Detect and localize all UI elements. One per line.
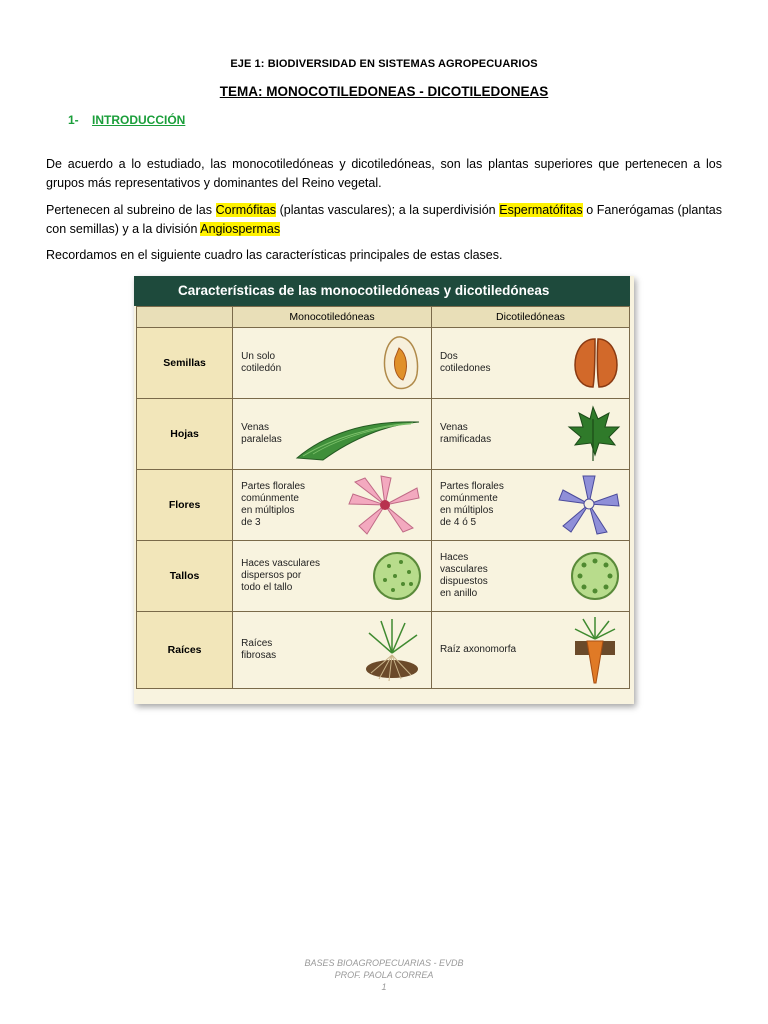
table-row-raices (137, 612, 630, 689)
topic-title-text: TEMA: MONOCOTILEDONEAS - DICOTILEDONEAS (219, 84, 549, 99)
classification-paragraph (46, 201, 722, 239)
page-footer (0, 957, 768, 993)
section-number: 1- (68, 113, 79, 127)
table-row-hojas (137, 399, 630, 470)
footer-teacher: PROF. PAOLA CORREA (334, 970, 434, 980)
cell-text: Un solo cotiledón (241, 351, 282, 374)
cell-text: Dos cotiledones (439, 351, 491, 374)
monocot-seed-illustration (379, 334, 423, 392)
cell-text: Haces vasculares dispuestos en anillo (439, 552, 488, 599)
cell-text: Partes florales comúnmente en múltiplos de 3 (241, 481, 306, 528)
footer-page-number: 1 (381, 982, 387, 992)
figure-title: Características de las monocotiledóneas y dicotiledóneas (134, 276, 630, 306)
table-row-flores (137, 470, 630, 541)
dicot-stem-illustration (569, 550, 621, 602)
highlight-angiospermas: Angiospermas (200, 222, 281, 236)
cell-mono-seed (233, 328, 432, 399)
cell-dico-root (431, 612, 629, 689)
section-heading (68, 113, 185, 127)
document-axis-heading: EJE 1: BIODIVERSIDAD EN SISTEMAS AGROPECUARIOS (230, 58, 538, 70)
cell-dico-leaf (431, 399, 629, 470)
table-row-tallos (137, 541, 630, 612)
highlight-cormofitas: Cormófitas (215, 203, 277, 217)
classification-text-b: (plantas vasculares); a la superdivisión (276, 203, 500, 217)
monocot-leaf-illustration (293, 406, 423, 462)
table-row-semillas (137, 328, 630, 399)
column-header-dico: Dicotiledóneas (431, 307, 629, 328)
footer-course: BASES BIOAGROPECUARIAS - EVDB (304, 958, 464, 968)
cell-dico-seed (431, 328, 629, 399)
row-label: Flores (137, 470, 233, 541)
cell-text: Raíz axonomorfa (439, 644, 517, 655)
comparison-figure (134, 276, 634, 704)
cell-text: Raíces fibrosas (241, 638, 277, 661)
monocot-flower-illustration (347, 474, 423, 536)
section-title: INTRODUCCIÓN (92, 113, 186, 127)
classification-text-c: o Fanerógamas (plantas con semillas) y a la división (46, 203, 723, 236)
intro-paragraph (46, 155, 722, 193)
document-topic-title (0, 84, 768, 99)
fibrous-root-illustration (361, 617, 423, 683)
column-header-mono: Monocotiledóneas (233, 307, 432, 328)
dicot-leaf-illustration (565, 405, 621, 463)
table-intro-text: Recordamos en el siguiente cuadro las características principales de estas clases. (46, 248, 503, 262)
highlight-espermatofitas: Espermatófitas (499, 203, 583, 217)
cell-mono-root (233, 612, 432, 689)
classification-paragraph-text (46, 201, 722, 239)
cell-dico-flower (431, 470, 629, 541)
row-label: Semillas (137, 328, 233, 399)
taproot-illustration (569, 615, 621, 685)
cell-text: Venas paralelas (241, 422, 282, 445)
table-intro-paragraph (46, 246, 722, 265)
dicot-seed-illustration (571, 335, 621, 391)
table-corner-cell (137, 307, 233, 328)
classification-text-a: Pertenecen al subreino de las (46, 203, 216, 217)
row-label: Raíces (137, 612, 233, 689)
row-label: Hojas (137, 399, 233, 470)
intro-paragraph-text: De acuerdo a lo estudiado, las monocotiledóneas y dicotiledóneas, son las plantas superiores que pertenecen a los grupos más representativos y dominantes del Reino vegetal. (46, 157, 722, 190)
row-label: Tallos (137, 541, 233, 612)
dicot-flower-illustration (557, 474, 621, 536)
monocot-stem-illustration (371, 550, 423, 602)
cell-text: Venas ramificadas (439, 422, 492, 445)
comparison-table (136, 306, 630, 689)
cell-mono-leaf (233, 399, 432, 470)
table-header-row (137, 307, 630, 328)
cell-text: Haces vasculares dispersos por todo el tallo (241, 558, 321, 593)
cell-mono-stem (233, 541, 432, 612)
cell-mono-flower (233, 470, 432, 541)
cell-text: Partes florales comúnmente en múltiplos de 4 ó 5 (439, 481, 504, 528)
cell-dico-stem (431, 541, 629, 612)
